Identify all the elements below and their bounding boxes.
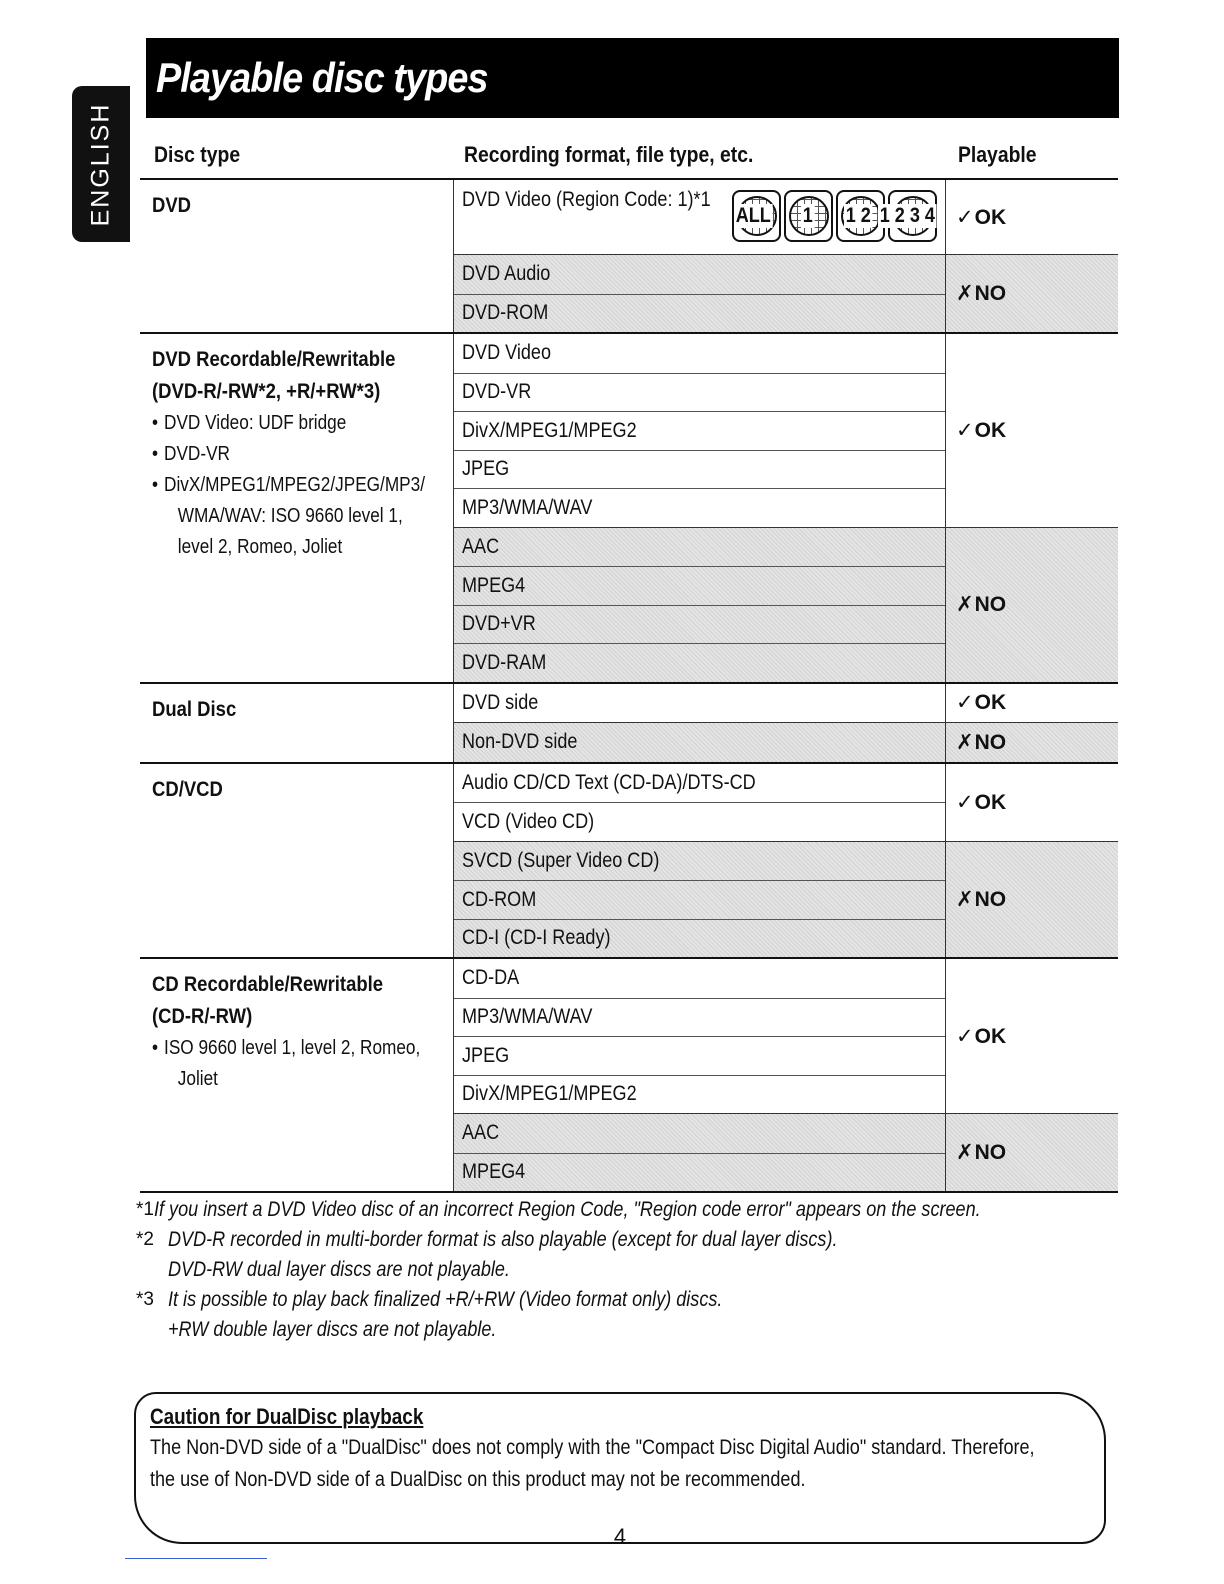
playable-cell	[946, 842, 1118, 958]
format-label: DVD-VR	[462, 380, 532, 404]
disc-type-bullet-continued: WMA/WAV: ISO 9660 level 1,	[177, 505, 403, 527]
format-row	[454, 488, 945, 527]
page-number: 4	[613, 1524, 627, 1549]
playable-cell	[946, 1114, 1118, 1191]
cross-icon: ✗	[956, 282, 974, 305]
footnote-line	[136, 1315, 1036, 1345]
disc-group	[140, 684, 1118, 764]
cross-icon: ✗	[956, 1141, 974, 1164]
format-row	[454, 684, 945, 723]
disc-group	[140, 959, 1118, 1193]
format-label: SVCD (Super Video CD)	[462, 848, 660, 872]
format-row	[454, 842, 945, 881]
format-list	[454, 842, 946, 958]
format-label: DVD+VR	[462, 612, 536, 636]
footnote-mark: *3	[136, 1289, 154, 1310]
format-row	[454, 411, 945, 450]
check-icon: ✓	[956, 691, 974, 715]
format-label: VCD (Video CD)	[462, 809, 595, 833]
region-code-label: 1	[802, 204, 813, 227]
footnote-mark: *2	[136, 1229, 154, 1250]
disc-type-cell	[140, 180, 454, 332]
footnote-text: If you insert a DVD Video disc of an incorrect Region Code, "Region code error" appears on the screen.	[153, 1198, 981, 1221]
no-status	[956, 887, 1006, 912]
format-label: DVD Video	[462, 341, 552, 365]
format-label: DivX/MPEG1/MPEG2	[462, 418, 637, 442]
disc-type-name: CD Recordable/Rewritable	[152, 973, 384, 996]
footnote-line	[136, 1255, 1036, 1285]
ok-status	[956, 205, 1006, 230]
footnotes	[136, 1195, 1036, 1345]
format-row	[454, 566, 945, 605]
format-list	[454, 764, 946, 841]
region-code-icons	[732, 190, 937, 242]
format-row	[454, 643, 945, 682]
no-status	[956, 592, 1006, 617]
format-row	[454, 528, 945, 567]
format-label: DVD Video (Region Code: 1)*1	[462, 188, 711, 211]
format-row	[454, 255, 945, 294]
region-code-icon	[784, 190, 833, 242]
playable-block	[454, 334, 1118, 527]
not-playable-block	[454, 254, 1118, 332]
caution-line: The Non-DVD side of a "DualDisc" does not comply with the "Compact Disc Digital Audio" standard. Therefore,	[150, 1436, 1035, 1459]
page-title: Playable disc types	[156, 54, 488, 101]
globe-icon	[841, 196, 881, 236]
cross-icon: ✗	[956, 730, 974, 754]
format-blocks	[454, 180, 1118, 332]
format-row	[454, 764, 945, 803]
disc-type-name: CD/VCD	[152, 777, 223, 801]
footnote-indent	[136, 1255, 168, 1285]
no-status	[956, 730, 1006, 755]
playable-block	[454, 764, 1118, 841]
footnote-line	[136, 1195, 1036, 1225]
disc-types-table	[140, 130, 1118, 1193]
format-list	[454, 528, 946, 682]
format-label: MP3/WMA/WAV	[462, 495, 593, 519]
playable-cell	[946, 723, 1118, 762]
format-label: CD-DA	[462, 966, 520, 990]
caution-line: the use of Non-DVD side of a DualDisc on this product may not be recommended.	[150, 1468, 806, 1491]
disc-type-cell	[140, 764, 454, 958]
format-row	[454, 334, 945, 373]
playable-cell	[946, 684, 1118, 723]
disc-type-subtitle: (DVD-R/-RW*2, +R/+RW*3)	[152, 380, 381, 403]
language-tab	[72, 86, 130, 242]
format-label: AAC	[462, 1121, 500, 1145]
format-row	[454, 294, 945, 333]
format-list	[454, 180, 946, 254]
format-row	[454, 605, 945, 644]
format-list	[454, 1114, 946, 1191]
disc-type-name: DVD Recordable/Rewritable	[152, 348, 396, 371]
format-label: DVD side	[462, 690, 539, 714]
format-list	[454, 334, 946, 527]
playable-block	[454, 180, 1118, 254]
ok-status	[956, 418, 1006, 443]
disc-type-bullet: • DVD Video: UDF bridge	[152, 408, 404, 439]
no-status	[956, 1140, 1006, 1165]
status-label: OK	[974, 790, 1007, 814]
format-label: Non-DVD side	[462, 730, 578, 754]
region-code-label: 1 2	[845, 204, 871, 227]
check-icon: ✓	[956, 790, 974, 814]
not-playable-block	[454, 722, 1118, 762]
playable-cell	[946, 255, 1118, 332]
check-icon: ✓	[956, 205, 974, 229]
playable-cell	[946, 959, 1118, 1113]
footnote-line	[136, 1225, 1036, 1255]
format-label: AAC	[462, 534, 500, 558]
header-disc-type: Disc type	[154, 142, 241, 167]
disc-type-subtitle: (CD-R/-RW)	[152, 1005, 253, 1028]
no-status	[956, 281, 1006, 306]
table-header	[140, 130, 1118, 180]
status-label: NO	[974, 282, 1007, 305]
footnote-text: +RW double layer discs are not playable.	[168, 1318, 497, 1341]
footnote-text: DVD-R recorded in multi-border format is also playable (except for dual layer discs).	[168, 1228, 838, 1251]
format-label: JPEG	[462, 1043, 510, 1067]
format-label: CD-ROM	[462, 887, 537, 911]
disc-group	[140, 334, 1118, 684]
disc-type-name: Dual Disc	[152, 697, 237, 721]
format-row	[454, 802, 945, 841]
format-row	[454, 450, 945, 489]
format-label: CD-I (CD-I Ready)	[462, 926, 611, 950]
region-code-icon	[880, 190, 937, 242]
format-row	[454, 1153, 945, 1192]
playable-block	[454, 959, 1118, 1113]
footnote-text: DVD-RW dual layer discs are not playable.	[168, 1258, 510, 1281]
format-row	[454, 1036, 945, 1075]
playable-block	[454, 684, 1118, 723]
footnote-indent	[136, 1315, 168, 1345]
format-blocks	[454, 959, 1118, 1191]
format-row	[454, 180, 945, 254]
caution-heading: Caution for DualDisc playback	[150, 1404, 424, 1429]
globe-icon	[789, 196, 829, 236]
format-blocks	[454, 764, 1118, 958]
format-row	[454, 998, 945, 1037]
cross-icon: ✗	[956, 593, 974, 616]
disc-group	[140, 764, 1118, 960]
footnote-mark: *1	[136, 1199, 154, 1220]
disc-group	[140, 180, 1118, 334]
disc-type-cell	[140, 684, 454, 762]
check-icon: ✓	[956, 418, 974, 442]
format-list	[454, 255, 946, 332]
footer-rule	[125, 1558, 267, 1559]
format-row	[454, 373, 945, 412]
format-label: DVD-ROM	[462, 301, 549, 325]
not-playable-block	[454, 841, 1118, 958]
status-label: NO	[974, 887, 1007, 911]
playable-cell	[946, 528, 1118, 682]
region-code-label: 1 2 3 4	[880, 204, 936, 227]
format-label: MPEG4	[462, 573, 526, 597]
ok-status	[956, 1024, 1006, 1049]
disc-type-bullet-continued: Joliet	[177, 1068, 218, 1090]
header-playable: Playable	[958, 142, 1037, 167]
title-bar	[146, 38, 1119, 118]
check-icon: ✓	[956, 1024, 974, 1048]
header-format: Recording format, file type, etc.	[464, 142, 754, 167]
format-label: DivX/MPEG1/MPEG2	[462, 1082, 637, 1106]
not-playable-block	[454, 1113, 1118, 1191]
status-label: NO	[974, 593, 1007, 616]
status-label: OK	[974, 1024, 1007, 1048]
disc-type-bullet: • DVD-VR	[152, 439, 404, 470]
format-row	[454, 959, 945, 998]
status-label: NO	[974, 1141, 1007, 1164]
footnote-line	[136, 1285, 1036, 1315]
disc-type-cell	[140, 334, 454, 682]
disc-type-bullet: • ISO 9660 level 1, level 2, Romeo,	[152, 1033, 404, 1064]
format-list	[454, 723, 946, 762]
ok-status	[956, 790, 1006, 815]
playable-cell	[946, 180, 1118, 254]
status-label: OK	[974, 205, 1007, 229]
format-label: Audio CD/CD Text (CD-DA)/DTS-CD	[462, 770, 756, 794]
format-label: DVD-RAM	[462, 650, 547, 674]
format-row	[454, 1075, 945, 1114]
disc-type-bullet: • DivX/MPEG1/MPEG2/JPEG/MP3/	[152, 470, 404, 501]
format-label: MPEG4	[462, 1160, 526, 1184]
disc-type-cell	[140, 959, 454, 1191]
region-code-icon	[732, 190, 781, 242]
format-list	[454, 959, 946, 1113]
format-label: DVD Audio	[462, 262, 551, 286]
format-list	[454, 684, 946, 723]
globe-icon	[880, 196, 936, 236]
format-row	[454, 1114, 945, 1153]
region-code-label: ALL	[735, 204, 771, 227]
format-label: JPEG	[462, 457, 510, 481]
format-row	[454, 880, 945, 919]
status-label: OK	[974, 418, 1007, 442]
cross-icon: ✗	[956, 887, 974, 911]
caution-box	[134, 1392, 1106, 1544]
disc-type-bullet-continued: level 2, Romeo, Joliet	[177, 536, 343, 558]
not-playable-block	[454, 527, 1118, 682]
format-blocks	[454, 684, 1118, 762]
globe-icon	[737, 196, 777, 236]
status-label: OK	[974, 691, 1007, 715]
format-row	[454, 919, 945, 958]
footnote-text: It is possible to play back finalized +R/+RW (Video format only) discs.	[168, 1288, 723, 1311]
status-label: NO	[974, 730, 1007, 754]
caution-text	[150, 1432, 1090, 1496]
playable-cell	[946, 764, 1118, 841]
format-blocks	[454, 334, 1118, 682]
format-label: MP3/WMA/WAV	[462, 1005, 593, 1029]
disc-type-name: DVD	[152, 194, 192, 217]
language-tab-label: ENGLISH	[86, 102, 115, 226]
playable-cell	[946, 334, 1118, 527]
ok-status	[956, 690, 1006, 715]
format-row	[454, 723, 945, 762]
